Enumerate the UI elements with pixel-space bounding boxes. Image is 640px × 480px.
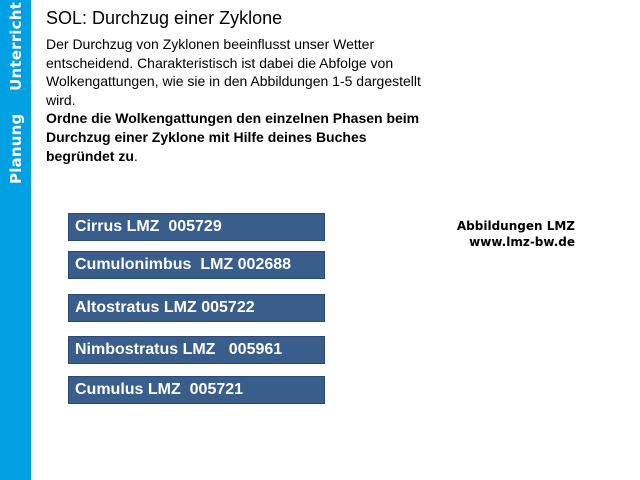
cloud-button-altostratus[interactable]: Altostratus LMZ 005722 xyxy=(68,294,325,322)
intro-paragraph: Der Durchzug von Zyklonen beeinflusst unser Wetter entscheidend. Charakteristisch ist dabei die Abfolge von Wolkengattungen, wie sie in den Abbildungen 1-5 dargestellt wird. xyxy=(46,36,421,108)
side-label-planung: Planung xyxy=(6,113,25,184)
task-period: . xyxy=(133,147,138,164)
task-paragraph xyxy=(46,109,426,165)
credit-line-2: www.lmz-bw.de xyxy=(469,235,575,249)
side-bar xyxy=(0,0,31,480)
side-label xyxy=(0,0,31,186)
page-title: SOL: Durchzug einer Zyklone xyxy=(46,8,283,28)
cloud-button-nimbostratus[interactable]: Nimbostratus LMZ 005961 xyxy=(68,336,325,364)
cloud-button-cirrus[interactable]: Cirrus LMZ 005729 xyxy=(68,213,325,241)
credit-line-1: Abbildungen LMZ xyxy=(456,219,575,233)
cloud-button-cumulonimbus[interactable]: Cumulonimbus LMZ 002688 xyxy=(68,251,325,279)
intro-text-block xyxy=(46,35,426,165)
task-instruction: Ordne die Wolkengattungen den einzelnen Phasen beim Durchzug einer Zyklone mit Hilfe deines Buches begründet zu xyxy=(46,110,420,164)
image-credit xyxy=(457,218,575,250)
side-label-unterricht: Unterricht xyxy=(6,2,25,91)
cloud-button-cumulus[interactable]: Cumulus LMZ 005721 xyxy=(68,376,325,404)
